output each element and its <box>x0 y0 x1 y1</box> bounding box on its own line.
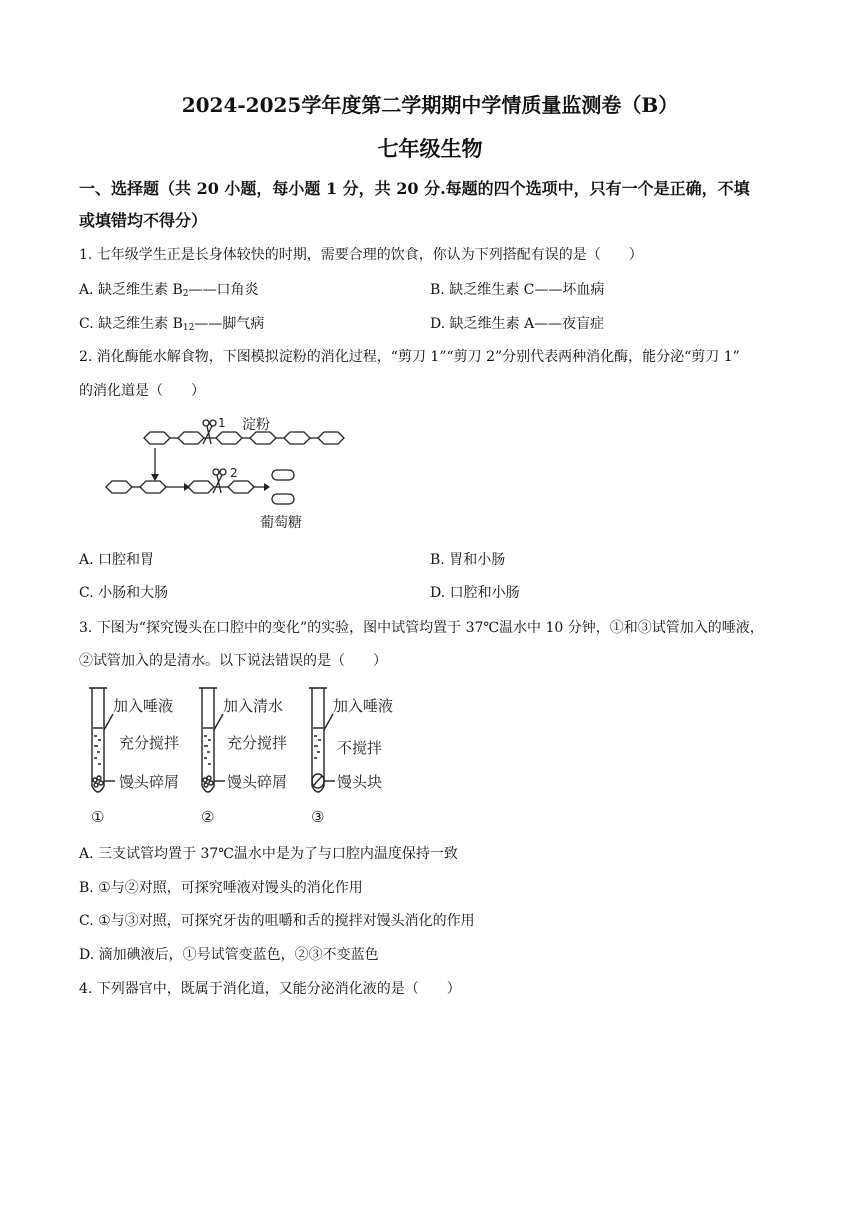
tube-1-number: ① <box>91 808 105 826</box>
section-heading-line1: 一、选择题（共 20 小题，每小题 1 分，共 20 分.每题的四个选项中，只有一个是正确，不填 <box>79 179 750 198</box>
tube-3-number: ③ <box>311 808 325 826</box>
starch-digestion-diagram <box>100 410 360 535</box>
question-2-option-d: D. 口腔和小肠 <box>430 585 520 601</box>
question-1-stem: 1. 七年级学生正是长身体较快的时期，需要合理的饮食，你认为下列搭配有误的是（ ） <box>79 247 643 263</box>
tube-2-number: ② <box>201 808 215 826</box>
question-1-option-a: A. 缺乏维生素 $B_2——$口角炎 <box>79 282 259 299</box>
tube-2-stir-label: 充分搅拌 <box>227 734 288 752</box>
page-subtitle: 七年级生物 <box>377 136 483 161</box>
question-2-option-b: B. 胃和小肠 <box>430 552 506 568</box>
question-2-line1: 2. 消化酶能水解食物，下图模拟淀粉的消化过程，“剪刀 1”“剪刀 2”分别代表两种消化酶，能分泌“剪刀 1” <box>79 349 740 365</box>
question-1-option-d: D. 缺乏维生素 A——夜盲症 <box>430 316 605 332</box>
tube-3-add-label: 加入唾液 <box>333 697 394 715</box>
tube-1-stir-label: 充分搅拌 <box>119 734 180 752</box>
tube-1-content-label: 馒头碎屑 <box>119 773 180 791</box>
glucose-label: 葡萄糖 <box>260 515 302 531</box>
test-tube-experiment-diagram <box>85 684 415 830</box>
question-1-option-c: C. 缺乏维生素 $B_{12}——$脚气病 <box>79 316 265 333</box>
question-3-line2: ②试管加入的是清水。以下说法错误的是（ ） <box>79 653 387 669</box>
question-3-line1: 3. 下图为“探究馒头在口腔中的变化”的实验，图中试管均置于 37℃温水中 10 分钟，①和③试管加入的唾液， <box>79 620 764 636</box>
question-1-option-b: B. 缺乏维生素 C——坏血病 <box>430 282 605 298</box>
scissors-2-label: 2 <box>230 466 238 480</box>
starch-label: 淀粉 <box>242 417 270 433</box>
tube-2-content-label: 馒头碎屑 <box>227 773 288 791</box>
question-3-option-b: B. ①与②对照，可探究唾液对馒头的消化作用 <box>79 880 363 896</box>
test-tube-2 <box>199 688 225 792</box>
tube-2-add-label: 加入清水 <box>223 697 284 715</box>
tube-1-add-label: 加入唾液 <box>113 697 174 715</box>
section-heading-line2: 或填错均不得分） <box>79 211 208 230</box>
question-3-option-d: D. 滴加碘液后，①号试管变蓝色，②③不变蓝色 <box>79 947 379 963</box>
question-2-line2: 的消化道是（ ） <box>79 383 205 399</box>
test-tube-1 <box>89 688 115 792</box>
page-title: 2024-2025学年度第二学期期中学情质量监测卷（B） <box>181 93 679 117</box>
question-2-option-c: C. 小肠和大肠 <box>79 585 169 601</box>
tube-3-stir-label: 不搅拌 <box>337 739 383 757</box>
question-3-option-a: A. 三支试管均置于 37℃温水中是为了与口腔内温度保持一致 <box>79 846 458 862</box>
test-tube-3 <box>309 688 335 792</box>
scissors-1-label: 1 <box>218 416 226 430</box>
tube-3-content-label: 馒头块 <box>337 773 383 791</box>
question-2-option-a: A. 口腔和胃 <box>79 552 155 568</box>
question-4-stem: 4. 下列器官中，既属于消化道，又能分泌消化液的是（ ） <box>79 981 461 997</box>
question-3-option-c: C. ①与③对照，可探究牙齿的咀嚼和舌的搅拌对馒头消化的作用 <box>79 913 475 929</box>
